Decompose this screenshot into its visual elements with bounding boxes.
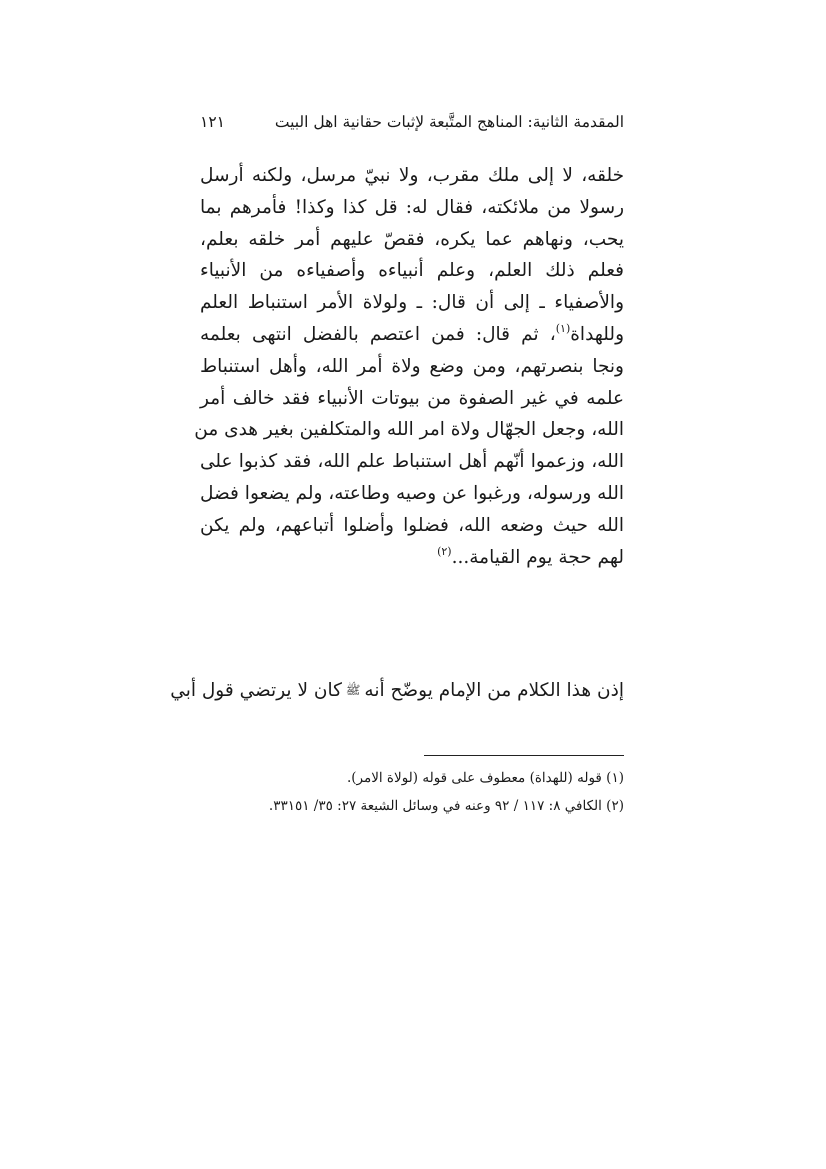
header-title: المقدمة الثانية: المناهج المتَّبعة لإثبات حقانية اهل البيت <box>274 113 624 131</box>
quote-line: الله، وزعموا أنّهم أهل استنباط علم الله، فقد كذبوا على <box>200 451 624 473</box>
quote-text: لهم حجة يوم القيامة... <box>451 546 624 568</box>
footnote-ref-2: (٢) <box>437 544 452 558</box>
quote-line: الله حيث وضعه الله، فضلوا وأضلوا أتباعهم، ولم يكن <box>200 514 624 536</box>
quote-text: وللهداة <box>570 323 624 345</box>
quote-line: يحب، ونهاهم عما يكره، فقصّ عليهم أمر خلقه بعلم، <box>200 228 624 250</box>
quote-line: ونجا بنصرتهم، ومن وضع ولاة أمر الله، وأهل استنباط <box>200 355 624 377</box>
page-number: ١٢١ <box>200 113 225 131</box>
quote-line: رسولا من ملائكته، فقال له: قل كذا وكذا! فأمرهم بما <box>200 196 624 218</box>
body-text: إذن هذا الكلام من الإمام يوضّح أنه <box>364 680 624 701</box>
quote-line: الله، وجعل الجهّال ولاة امر الله والمتكلفين بغير هدى من <box>194 419 624 441</box>
quote-line-final <box>200 542 624 574</box>
body-paragraph <box>170 674 624 707</box>
quote-line-with-footnote <box>200 319 624 351</box>
footnote-2: (٢) الكافي ٨: ١١٧ / ٩٢ وعنه في وسائل الشيعة ٢٧: ٣٥/ ٣٣١٥١. <box>268 798 624 814</box>
quote-line: خلقه، لا إلى ملك مقرب، ولا نبيّ مرسل، ولكنه أرسل <box>200 165 624 186</box>
quote-text: ، ثم قال: فمن اعتصم بالفضل انتهى بعلمه <box>200 323 556 345</box>
footnote-divider <box>424 755 624 756</box>
footnote-ref-1: (١) <box>555 321 571 335</box>
honorific-symbol: ﷺ <box>345 683 361 697</box>
running-header <box>200 108 624 136</box>
quote-line: والأصفياء ـ إلى أن قال: ـ ولولاة الأمر استنباط العلم <box>200 292 624 314</box>
footnote-1: (١) قوله (للهداة) معطوف على قوله (لولاة الامر). <box>346 770 624 786</box>
quote-line: فعلم ذلك العلم، وعلم أنبياءه وأصفياءه من الأنبياء <box>200 260 624 282</box>
quote-line: الله ورسوله، ورغبوا عن وصيه وطاعته، ولم يضعوا فضل <box>200 482 624 504</box>
quoted-passage <box>194 160 624 573</box>
quote-line: علمه في غير الصفوة من بيوتات الأنبياء فقد خالف أمر <box>200 387 624 409</box>
footnotes <box>200 764 624 820</box>
body-text: كان لا يرتضي قول أبي <box>170 680 342 701</box>
